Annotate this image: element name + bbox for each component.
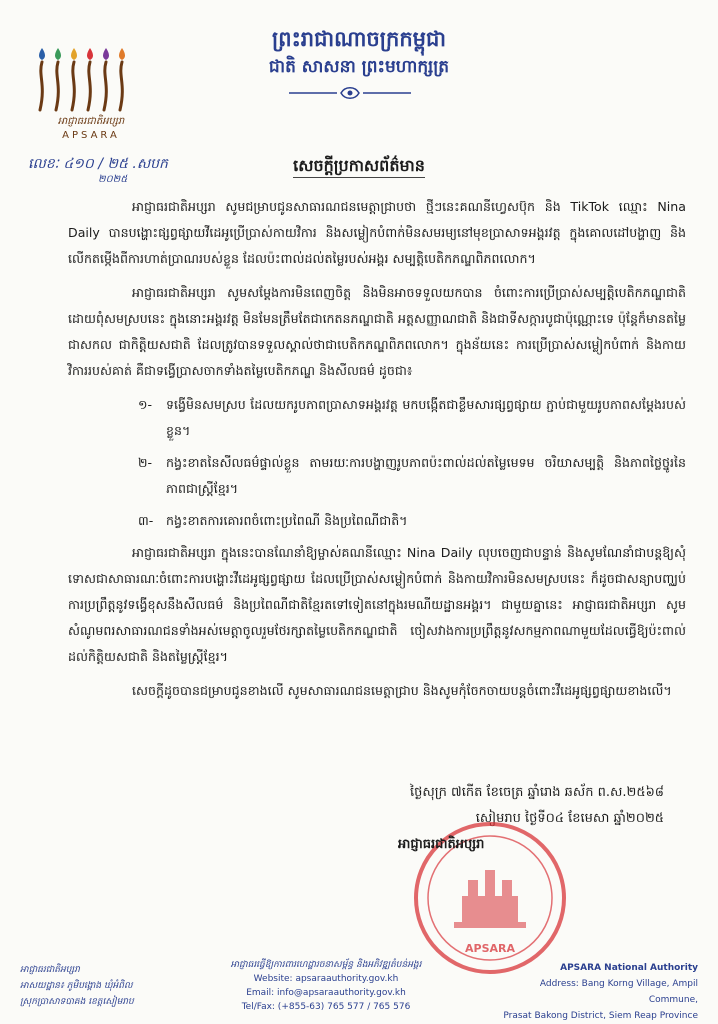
footer-left-line: អាជ្ញាធរជាតិអប្សរា	[20, 965, 80, 975]
document-body	[68, 194, 686, 712]
footer-mid-header: អាជ្ញាធរធ្វើឱ្យការពារហេដ្ឋារចនាសម្ព័ន្ធ និងអភិវឌ្ឍតំបន់អង្គរ	[230, 960, 422, 970]
logo-khmer-name: អាជ្ញាធរជាតិអប្សរា	[57, 116, 125, 127]
national-motto: ជាតិ សាសនា ព្រះមហាក្សត្រ	[268, 57, 450, 77]
kingdom-heading: ព្រះរាជាណាចក្រកម្ពុជា	[271, 26, 446, 51]
header-ornament-icon	[285, 84, 415, 102]
footer-address-line: Prasat Bakong District, Siem Reap Province	[503, 1011, 698, 1021]
list-item	[68, 508, 686, 534]
signatory-title: អាជ្ញាធរជាតិអប្សរា	[398, 837, 485, 852]
violations-list	[68, 392, 686, 534]
list-item-text: ទង្វើមិនសមស្រប ដែលយករូបភាពប្រាសាទអង្គរវត្ត មកបង្កើតជាខ្លឹមសារផ្សព្វផ្សាយ ភ្ជាប់ជាមួយរូបភាពសម្តែងរបស់ខ្លួន។	[166, 397, 686, 438]
date-lunar: ថ្ងៃសុក្រ ៧កើត ខែចេត្រ ឆ្នាំរោង ឆស័ក ព.ស.២៥៦៨	[410, 785, 664, 800]
document-title	[0, 155, 718, 179]
list-item-number: ២-	[138, 455, 153, 470]
footer-phone: Tel/Fax: (+855-63) 765 577 / 765 576	[241, 1002, 411, 1012]
reference-year-note: ២០២៥	[98, 174, 128, 185]
footer-website[interactable]: Website: apsaraauthority.gov.kh	[253, 974, 399, 984]
list-item-text: កង្វះខាតនៃសីលធម៌ផ្ទាល់ខ្លួន តាមរយៈការបង្ហាញរូបភាពប៉ះពាល់ដល់តម្លៃមេទម ចរិយាសម្បត្តិ និងភាពថ្លៃថ្នូរនៃភាពជាស្ត្រីខ្មែរ។	[166, 455, 686, 496]
list-item-text: កង្វះខាតការគោរពចំពោះប្រពៃណី និងប្រពៃណីជាតិ។	[166, 513, 408, 528]
document-title-text: សេចក្តីប្រកាសព័ត៌មាន	[293, 156, 425, 178]
reference-number: លេខៈ ៤១០ / ២៥ .សបក	[28, 156, 168, 172]
list-item-number: ៣-	[138, 513, 154, 528]
footer-authority-name: APSARA National Authority	[560, 963, 698, 973]
logo-english-name: APSARA	[62, 130, 120, 141]
footer-address-khmer	[20, 962, 134, 1010]
footer-left-line: អាសយដ្ឋាន៖ ភូមិបង្គោង ឃុំអំពិល	[20, 981, 133, 991]
list-item	[68, 450, 686, 502]
footer-left-line: ស្រុកប្រាសាទបាគង ខេត្តសៀមរាប	[20, 997, 134, 1007]
body-paragraph: អាជ្ញាធរជាតិអប្សរា ក្នុងនេះបានណែនាំឱ្យម្ចាស់គណនីឈ្មោះ Nina Daily លុបចេញជាបន្ទាន់ និងសូមណែនាំជាបន្តឱ្យសុំទោសជាសាធារណៈចំពោះការបង្ហោះវីដេអូផ្សព្វផ្សាយ ដែលប្រើប្រាស់សម្លៀកបំពាក់ និងកាយវិការមិនសមស្របនេះ ក៏ដូចជាសន្យាបញ្ឈប់ការប្រព្រឹត្តនូវទង្វើខុសនឹងសីលធម៌ និងប្រពៃណីជាតិខ្មែរតទៅទៀតនៅក្នុងរមណីយដ្ឋានអង្គរ។ ជាមួយគ្នានេះ អាជ្ញាធរជាតិអប្សរា សូមសំណូមពរសាធារណជនទាំងអស់មេត្តាចូលរួមថែរក្សាតម្លៃបេតិកភណ្ឌជាតិ ចៀសវាងការប្រព្រឹត្តនូវសកម្មភាពណាមួយដែលធ្វើឱ្យប៉ះពាល់ដល់កិត្តិយសជាតិ និងតម្លៃស្ត្រីខ្មែរ។	[68, 545, 686, 664]
seal-text: APSARA	[465, 942, 515, 955]
footer-contacts	[176, 958, 476, 1014]
date-solar: សៀមរាប ថ្ងៃទី០៤ ខែមេសា ឆ្នាំ២០២៥	[475, 811, 664, 826]
list-item	[68, 392, 686, 444]
seal-temple-icon	[454, 870, 526, 928]
footer-address-english	[498, 960, 698, 1024]
footer-address-line: Address: Bang Korng Village, Ampil Commune,	[539, 979, 698, 1005]
footer-email[interactable]: Email: info@apsaraauthority.gov.kh	[246, 988, 406, 998]
body-paragraph: សេចក្តីដូចបានជម្រាបជូនខាងលើ សូមសាធារណជនមេត្តាជ្រាប និងសូមកុំចែកចាយបន្តចំពោះវីដេអូផ្សព្វផ្សាយខាងលើ។	[132, 683, 672, 698]
body-paragraph: អាជ្ញាធរជាតិអប្សរា សូមជម្រាបជូនសាធារណជនមេត្តាជ្រាបថា ថ្មីៗនេះគណនីហ្វេសប៊ុក និង TikTok ឈ្មោះ Nina Daily បានបង្ហោះផ្សព្វផ្សាយវីដេអូប្រើប្រាស់កាយវិការ និងសម្លៀកបំពាក់មិនសមរម្យនៅមុខប្រាសាទអង្គរវត្ត ក្នុងគោលដៅបង្ហាញ និងលើកតម្កើងពីការហាត់ប្រាណរបស់ខ្លួន ដែលប៉ះពាល់ដល់តម្លៃរបស់អង្គរ សម្បត្តិបេតិកភណ្ឌពិភពលោក។	[68, 199, 686, 266]
footer	[0, 958, 718, 1024]
body-paragraph: អាជ្ញាធរជាតិអប្សរា សូមសម្តែងការមិនពេញចិត្ត និងមិនអាចទទួលយកបាន ចំពោះការប្រើប្រាស់សម្បត្តិបេតិកភណ្ឌជាតិដោយពុំសមស្របនេះ ក្នុងនោះអង្គរវត្ត មិនមែនត្រឹមតែជាកេតនភណ្ឌជាតិ អត្តសញ្ញាណជាតិ និងជាទីសក្ការបូជាប៉ុណ្ណោះទេ ប៉ុន្តែក៏មានតម្លៃជាសកល ជាកិត្តិយសជាតិ ដែលត្រូវបានទទួលស្គាល់ថាជាបេតិកភណ្ឌពិភពលោក។ ក្នុងន័យនេះ ការប្រើប្រាស់សម្លៀកបំពាក់ និងកាយវិការរបស់គាត់ គឺជាទង្វើប្រាសចាកទាំងតម្លៃបេតិកភណ្ឌ និងសីលធម៌ ដូចជា៖	[68, 285, 686, 378]
list-item-number: ១-	[138, 397, 153, 412]
